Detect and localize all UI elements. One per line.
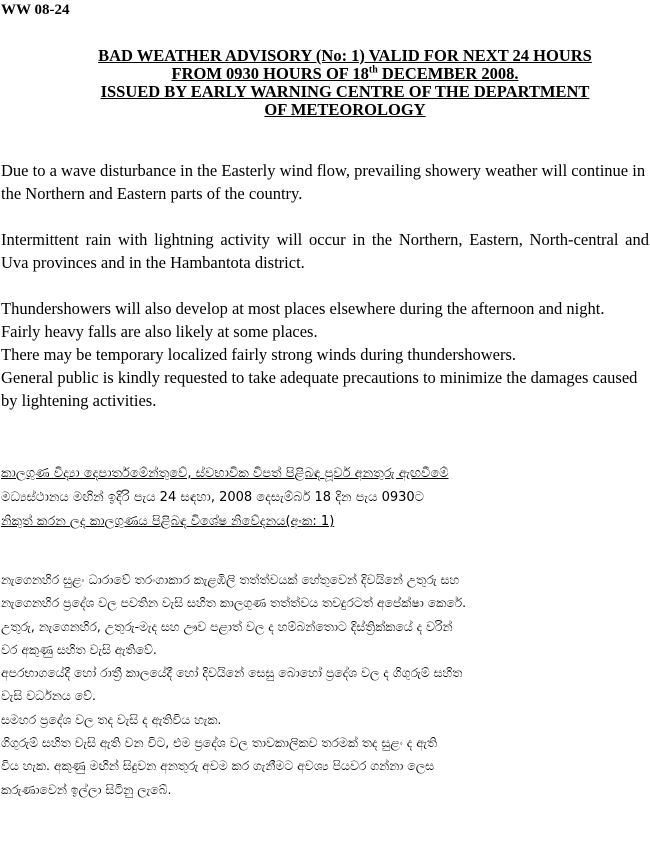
sinhala-line-5: අපරභාගයේදී හෝ රාත්‍රී කාලයේදී හෝ දිවයිනේ සෙසු බොහෝ ප්‍රදේශ වල ද ගිගුරුම් සහිත bbox=[1, 665, 463, 681]
sinhala-heading-line-2: මධ්‍යස්ථානය මඟින් ඉදිරි පැය 24 සඳහා, 2008 දෙසැම්බර් 18 දින පැය 0930ට bbox=[1, 490, 425, 505]
sinhala-line-8: ගිගුරුම් සහිත වැසි ඇති වන විට, එම ප්‍රදේශ වල තාවකාලිකව තරමක් තද සුළං ද ඇති bbox=[1, 735, 438, 751]
sinhala-line-7: සමහර ප්‍රදේශ වල තද වැසි ද ඇතිවිය හැක. bbox=[1, 711, 222, 727]
sinhala-line-6: වැසි වර්ධනය වේ. bbox=[1, 688, 96, 704]
sinhala-heading bbox=[1, 462, 649, 534]
english-paragraph-3-line-3: There may be temporary localized fairly strong winds during thundershowers. bbox=[1, 345, 517, 364]
sinhala-line-4: වර අකුණු සහිත වැසි ඇතිවේ. bbox=[1, 641, 157, 657]
title-line-2-end: DECEMBER 2008. bbox=[377, 64, 519, 83]
sinhala-body bbox=[1, 568, 649, 801]
sinhala-line-2: නැගෙනහිර ප්‍රදේශ වල පවතින වැසි සහිත කාලගුණ තත්ත්වය තවදුරටත් අපේක්ෂා කෙරේ. bbox=[1, 595, 467, 611]
sinhala-heading-line-1: කාලගුණ විද්‍යා දෙපාර්තමේන්තුවේ, ස්වභාවික විපත් පිළිබඳ පූර්ව අනතුරු ඇඟවීමේ bbox=[1, 466, 449, 481]
english-paragraph-2: Intermittent rain with lightning activity will occur in the Northern, Eastern, North-central and Uva provinces and in the Hambantota district. bbox=[1, 230, 649, 272]
title-line-3: ISSUED BY EARLY WARNING CENTRE OF THE DEPARTMENT bbox=[100, 82, 590, 101]
title-line-4: OF METEOROLOGY bbox=[264, 100, 426, 119]
title-line-2 bbox=[40, 65, 650, 83]
english-paragraph-3 bbox=[1, 297, 649, 412]
english-paragraph-3-line-1: Thundershowers will also develop at most places elsewhere during the afternoon and night. bbox=[1, 299, 605, 318]
title-line-1: BAD WEATHER ADVISORY (No: 1) VALID FOR NEXT 24 HOURS bbox=[98, 46, 592, 65]
advisory-title bbox=[40, 47, 650, 119]
title-line-2-start: FROM 0930 HOURS OF 18 bbox=[171, 64, 369, 83]
sinhala-heading-line-3: නිකුත් කරන ලද කාලගුණය පිළිබඳ විශේෂ නිවේදනය(අංක: 1) bbox=[1, 514, 335, 529]
sinhala-line-9: විය හැක. අකුණු මඟින් සිදුවන අනතුරු අවම කර ගැනීමට අවශ්‍ය පියවර ගන්නා ලෙස bbox=[1, 758, 435, 774]
sinhala-line-10: කරුණාවෙන් ඉල්ලා සිටිනු ලැබේ. bbox=[1, 781, 172, 797]
title-ordinal-suffix: th bbox=[368, 64, 378, 76]
english-paragraph-1: Due to a wave disturbance in the Easterly wind flow, prevailing showery weather will continue in the Northern and Eastern parts of the country. bbox=[1, 161, 646, 203]
reference-number: WW 08-24 bbox=[1, 2, 70, 18]
sinhala-line-3: උතුරු, නැගෙනහිර, උතුරු-මැද සහ ඌව පළාත් වල ද හම්බන්තොට දිස්ත්‍රික්කයේ ද වරින් bbox=[1, 618, 453, 634]
sinhala-line-1: නැගෙනහිර සුළං ධාරාවේ තරංගාකාර කැළඹිලි තත්ත්වයක් හේතුවෙන් දිවයිනේ උතුරු සහ bbox=[1, 572, 460, 587]
english-paragraph-3-line-2: Fairly heavy falls are also likely at some places. bbox=[1, 322, 318, 341]
english-paragraph-3-line-4: General public is kindly requested to take adequate precautions to minimize the damages caused by lightening activities. bbox=[1, 368, 638, 410]
